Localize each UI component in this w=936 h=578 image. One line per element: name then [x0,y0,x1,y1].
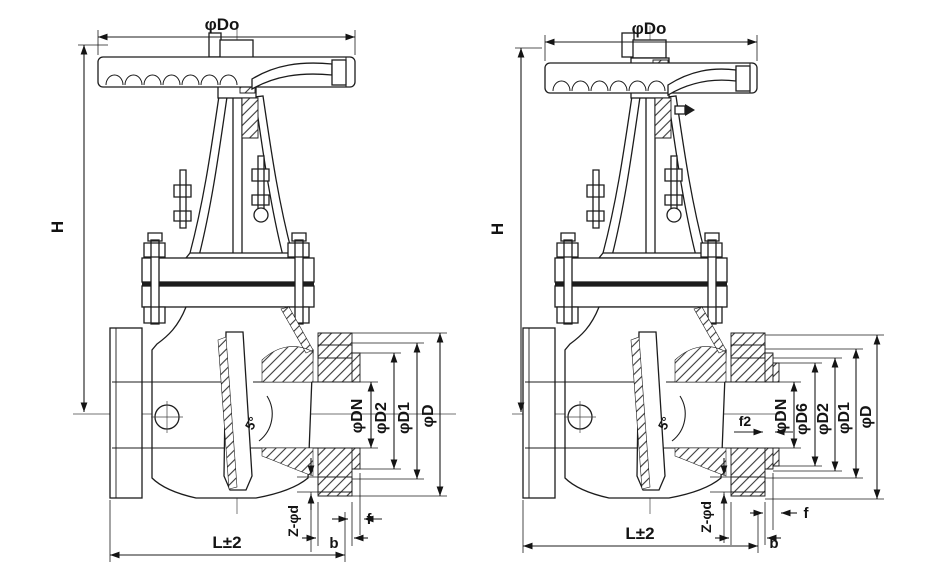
dim-label-f2: f2 [738,413,752,429]
right-valve [488,19,884,553]
dim-label-f: f [366,511,372,528]
valve-body-drawing-left [110,26,360,514]
seat-angle-label: 5° [241,414,261,433]
dim-label-z: Z-φd [698,501,714,533]
dim-label-f: f [803,505,809,522]
handwheel-right [545,63,757,95]
dim-label-l: L±2 [212,533,242,552]
dim-label-b: b [769,535,779,552]
left-valve [48,15,456,562]
valve-body-drawing-right [523,26,773,514]
seat-angle-label: 5° [654,414,674,433]
dim-label-h: H [488,222,507,236]
handwheel-left [98,57,355,89]
dim-label-do: φDo [204,15,240,34]
dim-label-b: b [329,535,339,552]
grease-fitting-body [675,106,685,114]
grease-fitting-tip [685,104,695,116]
dim-label-d2: φD2 [815,403,832,435]
dim-label-dn: φDN [773,398,790,434]
grease-fitting [675,104,695,116]
dim-label-d: φD [420,404,437,428]
spoke-end-block [332,60,346,85]
dim-label-d6: φD6 [794,403,811,435]
dim-label-d2: φD2 [373,402,390,434]
dim-label-d1: φD1 [396,402,413,434]
dim-label-l: L±2 [625,524,655,543]
spoke-end-block [736,66,750,91]
dim-label-z: Z-φd [285,505,301,537]
dim-label-do: φDo [631,19,667,38]
dim-label-d1: φD1 [836,402,853,434]
dim-label-h: H [48,220,67,234]
dim-label-d: φD [858,405,875,429]
dim-label-dn: φDN [349,398,366,434]
